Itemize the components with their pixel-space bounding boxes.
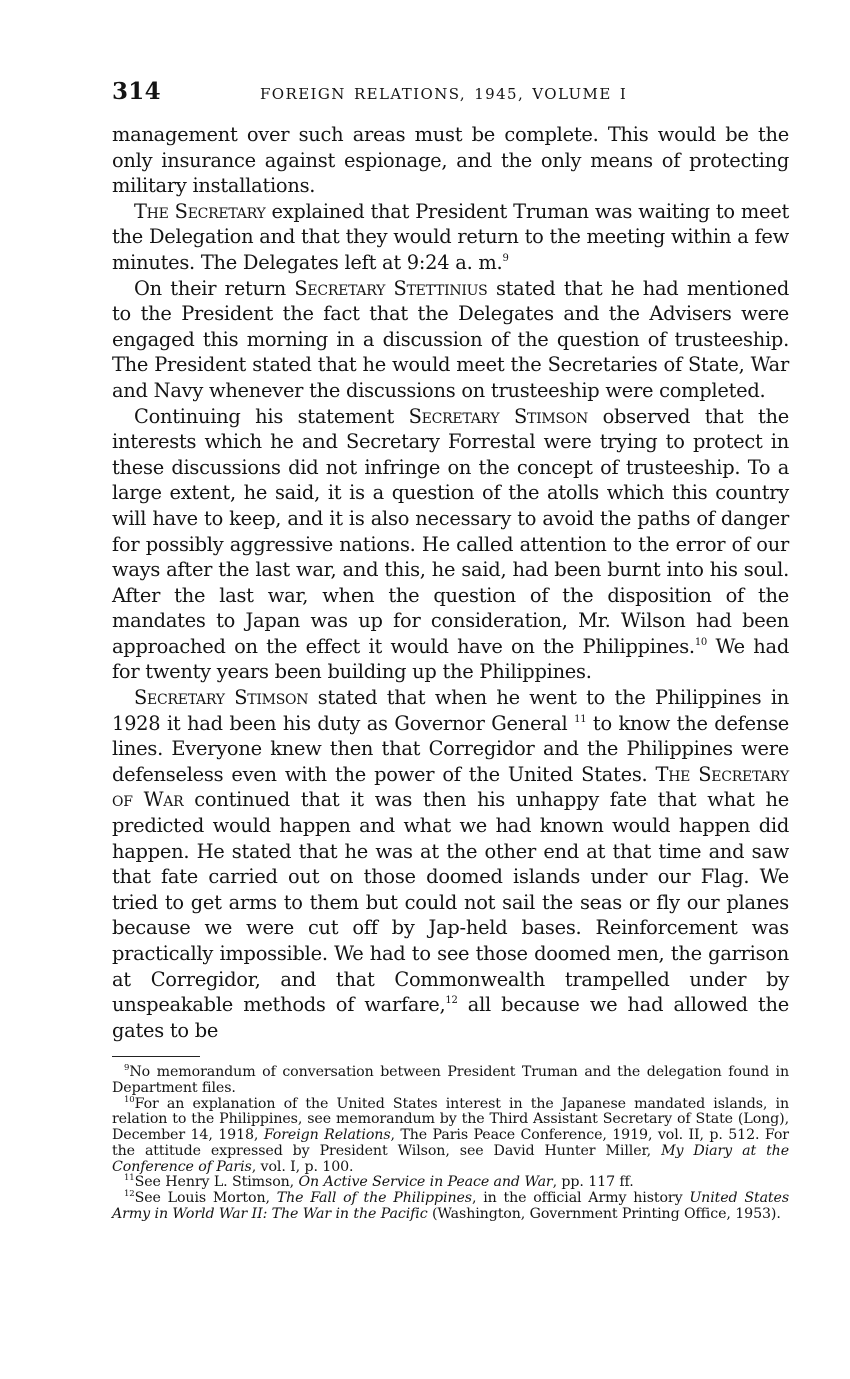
footnote-mark: 9 [124,1063,130,1074]
paragraph-text: observed that the interests which he and Secretary Forrestal were trying to protect in these discussions did not infringe on the concept of trusteeship. To a large extent, he said, it is a question of the atolls which this country will have to keep, and it is also necessary to avoid the paths of danger for possibly aggressive nations. He called attention to the error of our ways after the last war, and this, he said, had been burnt into his soul. After the last war, when the question of the disposition of the mandates to Japan was up for consideration, Mr. Wilson had been approached on the effect it would have on the Philippines. [112,404,789,658]
speaker-name: The Secretary of War [112,762,789,812]
citation-title: The Fall of the Philippines [276,1190,472,1206]
paragraph-text: Continuing his statement [134,404,409,428]
footnote-mark: 12 [124,1189,135,1199]
paragraph-1 [112,122,789,199]
footnote-text: (Washington, Government Printing Office, 1953). [427,1205,781,1222]
footnote-text: See Louis Morton, [134,1190,277,1206]
footnote-text: , The Paris Peace Conference, 1919, vol. II, p. 512. For the attitude expressed by President Wilson, see David Hunter Miller, [112,1127,789,1159]
footnote-ref-12[interactable]: 12 [445,995,458,1007]
paragraph-text: management over such areas must be complete. This would be the only insurance against espionage, and the only means of protecting military installations. [112,123,789,198]
footnote-divider [112,1056,200,1057]
paragraph-text: all because we had allowed the gates to be [112,993,789,1042]
paragraph-5 [112,685,789,1043]
body-text [112,122,789,1043]
footnote-12 [112,1191,789,1222]
footnote-mark: 11 [124,1173,135,1184]
footnote-11 [112,1175,789,1191]
paragraph-text: On their return [134,276,295,300]
paragraph-text: continued that it was then his unhappy fate that what he predicted would happen and what we had known would happen did happen. He stated that he was at the other end at that time and saw that fate carried out on those doomed islands under our Flag. We tried to get arms to them but could not sail the seas or fly our planes because we were cut off by Jap-held bases. Reinforcement was practically impossible. We had to see those doomed men, the garrison at Corregidor, and that Commonwealth trampelled under by unspeakable methods of warfare, [112,788,790,1017]
footnote-mark: 10 [124,1094,135,1105]
citation-title: My Diary at the Conference of Paris [112,1142,790,1175]
footnote-ref-11[interactable]: 11 [574,713,587,725]
footnote-ref-9[interactable]: 9 [502,252,509,264]
document-page [112,78,789,1222]
speaker-name: Secretary Stettinius [294,276,488,300]
citation-title: Foreign Relations [263,1127,391,1144]
footnotes [112,1065,789,1222]
paragraph-4 [112,404,789,686]
paragraph-text: We had for twenty years been building up the Philippines. [112,634,789,684]
footnote-10 [112,1094,790,1176]
paragraph-3 [112,276,789,404]
speaker-name: Secretary Stimson [408,404,589,428]
speaker-name: The Secretary [134,199,266,223]
speaker-name: Secretary Stimson [134,686,309,710]
footnote-text: For an explanation of the United States interest in the Japanese mandated islands, in relation to the Philippines, see memorandum by the Third Assistant Secretary of State (Long), December 14, 1918, [112,1095,789,1144]
paragraph-text: explained that President Truman was waiting to meet the Delegation and that they would return to the meeting within a few minutes. The Delegates left at 9:24 a. m. [112,199,789,274]
page-header [112,78,789,114]
citation-title: United States Army in World War II: The War in the Pacific [112,1190,790,1222]
paragraph-2 [112,199,789,276]
footnote-text: No memorandum of conversation between President Truman and the delegation found in Department files. [112,1064,789,1097]
footnote-text: , in the official Army history [471,1190,690,1206]
paragraph-text: to know the defense lines. Everyone knew then that Corregidor and the Philippines were defenseless even with the power of the United States. [112,711,789,786]
footnote-9 [112,1065,789,1096]
footnote-ref-10[interactable]: 10 [694,636,708,648]
paragraph-text: stated that he had mentioned to the President the fact that the Delegates and the Advisers were engaged this morning in a discussion of the question of trusteeship. The President stated that he would meet the Secretaries of State, War and Navy whenever the discussions on trusteeship were completed. [112,276,790,402]
running-title: FOREIGN RELATIONS, 1945, VOLUME I [260,85,628,103]
page-number: 314 [112,78,161,105]
paragraph-text: stated that when he went to the Philippines in 1928 it had been his duty as Governor General [112,686,790,735]
citation-title: On Active Service in Peace and War [298,1174,553,1191]
footnote-text: , vol. I, p. 100. [251,1158,354,1175]
footnote-text: , pp. 117 ff. [552,1174,634,1191]
footnote-text: See Henry L. Stimson, [134,1174,299,1191]
